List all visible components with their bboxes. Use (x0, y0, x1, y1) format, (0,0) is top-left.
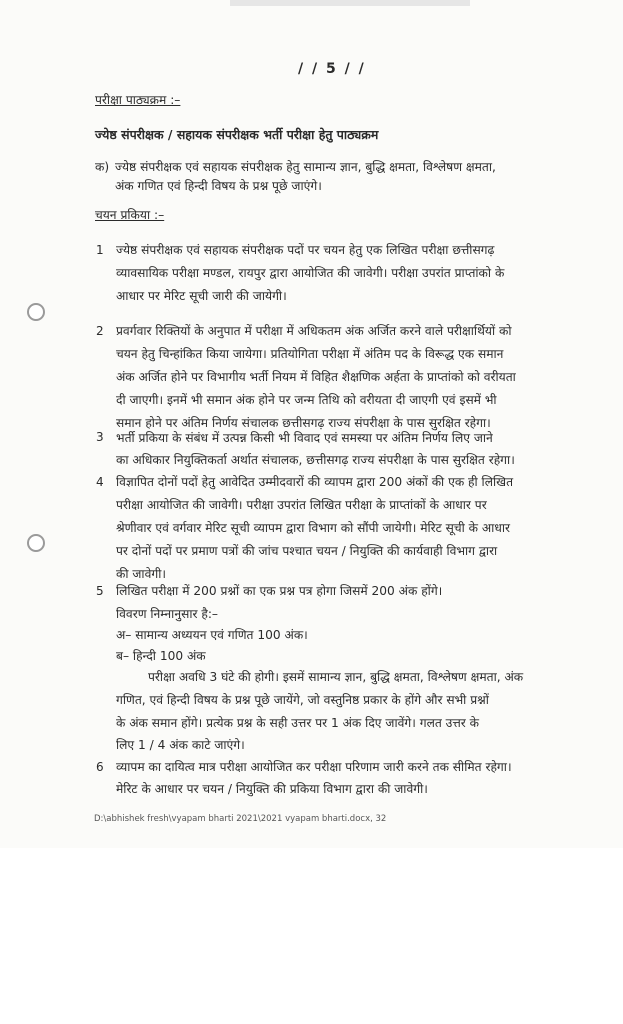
list-line: दी जाएगी। इनमें भी समान अंक होने पर जन्म तिथि को वरीयता दी जाएगी एवं इसमें भी (116, 393, 497, 407)
list-line: परीक्षा आयोजित की जावेगी। परीक्षा उपरांत लिखित परीक्षा के प्राप्तांकों के आधार पर (116, 498, 487, 512)
list-line: लिखित परीक्षा में 200 प्रश्नों का एक प्रश्न पत्र होगा जिसमें 200 अंक होंगे। (116, 584, 443, 598)
list-number: 3 (96, 430, 104, 444)
list-line: ब– हिन्दी 100 अंक (116, 649, 206, 663)
list-line: अंक अर्जित होने पर विभागीय भर्ती नियम में विहित शैक्षणिक अर्हता के प्राप्तांको को वरीयता (116, 370, 516, 384)
list-line: लिए 1 / 4 अंक काटे जाएंगे। (116, 738, 245, 752)
footer-file-path: D:\abhishek fresh\vyapam bharti 2021\2021 vyapam bharti.docx, 32 (94, 814, 387, 824)
list-number: 5 (96, 584, 104, 598)
selection-heading: चयन प्रकिया :– (95, 208, 165, 222)
scan-bleed-through (230, 0, 470, 6)
list-line: के अंक समान होंगे। प्रत्येक प्रश्न के सही उत्तर पर 1 अंक दिए जावेंगे। गलत उत्तर के (116, 716, 480, 730)
syllabus-item-line: ज्येष्ठ संपरीक्षक एवं सहायक संपरीक्षक हेतु सामान्य ज्ञान, बुद्धि क्षमता, विश्लेषण क्षमता, (115, 160, 496, 174)
list-line: विज्ञापित दोनों पदों हेतु आवेदित उम्मीदवारों की व्यापम द्वारा 200 अंकों की एक ही लिखित (116, 475, 514, 489)
punch-hole (27, 303, 45, 321)
list-line: प्रवर्गवार रिक्तियों के अनुपात में परीक्षा में अधिकतम अंक अर्जित करने वाले परीक्षार्थियों को (116, 324, 512, 338)
list-line: आधार पर मेरिट सूची जारी की जायेगी। (116, 289, 287, 303)
list-number: 2 (96, 324, 104, 338)
syllabus-title: ज्येष्ठ संपरीक्षक / सहायक संपरीक्षक भर्ती परीक्षा हेतु पाठ्यक्रम (95, 127, 379, 142)
list-line: श्रेणीवार एवं वर्गवार मेरिट सूची व्यापम द्वारा विभाग को सौंपी जायेगी। मेरिट सूची के आधार (116, 521, 511, 535)
punch-hole (27, 534, 45, 552)
syllabus-heading: परीक्षा पाठ्यक्रम :– (95, 93, 181, 107)
list-line: अ– सामान्य अध्ययन एवं गणित 100 अंक। (116, 628, 308, 642)
list-line: परीक्षा अवधि 3 घंटे की होगी। इसमें सामान्य ज्ञान, बुद्धि क्षमता, विश्लेषण क्षमता, अंक (148, 670, 524, 684)
list-line: की जावेगी। (116, 567, 167, 581)
list-line: गणित, एवं हिन्दी विषय के प्रश्न पूछे जायेंगे, जो वस्तुनिष्ठ प्रकार के होंगे और सभी प्रश्नों (116, 693, 489, 707)
list-line: विवरण निम्नानुसार है:– (116, 607, 219, 621)
list-line: व्यापम का दायित्व मात्र परीक्षा आयोजित कर परीक्षा परिणाम जारी करने तक सीमित रहेगा। (116, 760, 512, 774)
list-number: 1 (96, 243, 104, 257)
syllabus-item-marker: क) (95, 160, 110, 174)
list-line: चयन हेतु चिन्हांकित किया जायेगा। प्रतियोगिता परीक्षा में अंतिम पद के विरूद्ध एक समान (116, 347, 504, 361)
list-line: पर दोनों पदों पर प्रमाण पत्रों की जांच पश्चात चयन / नियुक्ति की कार्यवाही विभाग द्वारा (116, 544, 498, 558)
list-line: व्यावसायिक परीक्षा मण्डल, रायपुर द्वारा आयोजित की जावेगी। परीक्षा उपरांत प्राप्तांको के (116, 266, 505, 280)
list-number: 6 (96, 760, 104, 774)
list-line: ज्येष्ठ संपरीक्षक एवं सहायक संपरीक्षक पदों पर चयन हेतु एक लिखित परीक्षा छत्तीसगढ़ (116, 243, 495, 257)
list-line: समान होने पर अंतिम निर्णय संचालक छत्तीसगढ़ राज्य संपरीक्षा के पास सुरक्षित रहेगा। (116, 416, 491, 430)
list-number: 4 (96, 475, 104, 489)
list-line: मेरिट के आधार पर चयन / नियुक्ति की प्रकिया विभाग द्वारा की जावेगी। (116, 782, 428, 796)
syllabus-item-line: अंक गणित एवं हिन्दी विषय के प्रश्न पूछे जाएंगे। (115, 179, 322, 193)
list-line: भर्ती प्रकिया के संबंध में उत्पन्न किसी भी विवाद एवं समस्या पर अंतिम निर्णय लिए जाने (116, 431, 493, 445)
list-line: का अधिकार नियुक्तिकर्ता अर्थात संचालक, छत्तीसगढ़ राज्य संपरीक्षा के पास सुरक्षित रहेगा। (116, 453, 515, 467)
page-number: / / 5 / / (298, 61, 366, 77)
